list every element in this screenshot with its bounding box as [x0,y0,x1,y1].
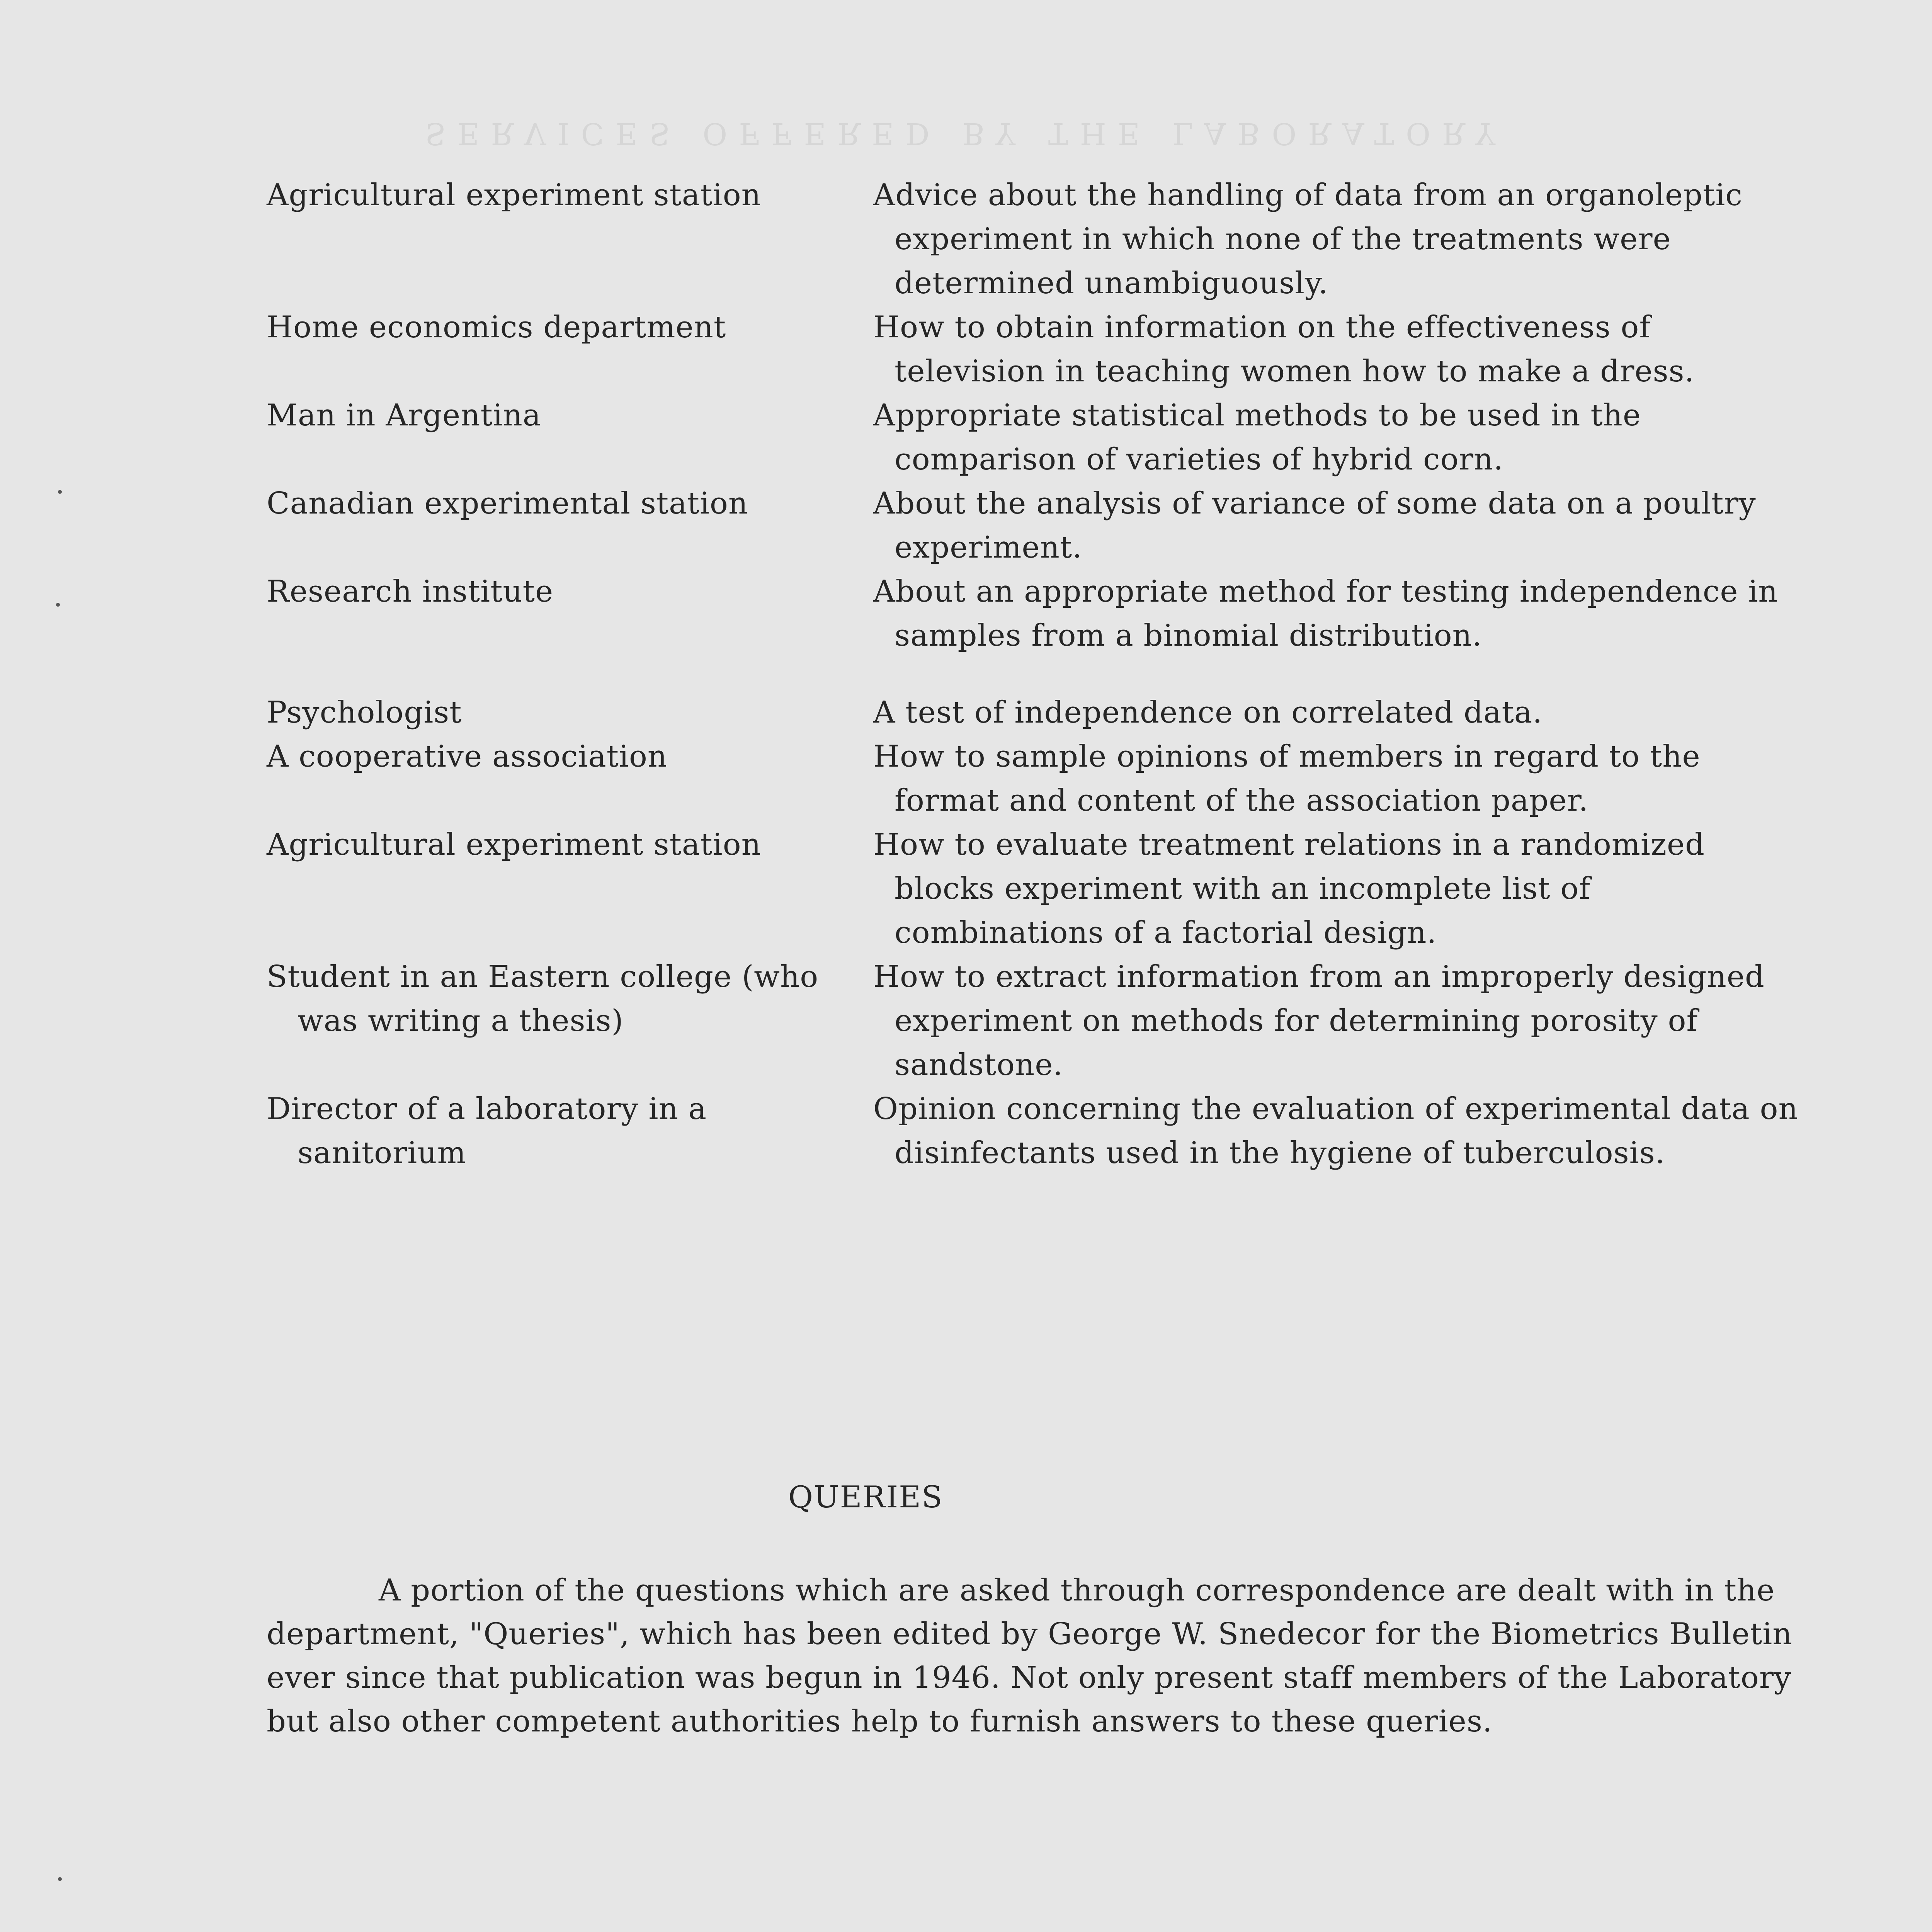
scan-speck [58,1877,62,1881]
request-description: Opinion concerning the evaluation of experimental data on disinfectants used in the hygiene of tuberculosis. [873,1092,1798,1170]
requester: Psychologist [267,695,462,730]
requester: Agricultural experiment station [267,827,761,862]
request-description: A test of independence on correlated data. [873,695,1543,730]
bleed-through-heading: SERVICES OFFERED BY THE LABORATORY [425,116,1507,151]
requester: Home economics department [267,310,726,345]
scan-speck [58,490,62,494]
consultation-entry [267,570,1801,658]
request-description: Appropriate statistical methods to be used in the comparison of varieties of hybrid corn. [873,398,1641,477]
requester: Director of a laboratory in a sanitorium [267,1092,707,1170]
consultation-entry [267,735,1801,823]
scan-speck [56,603,60,607]
consultation-entry [267,481,1801,570]
consultation-list [267,173,1801,1175]
queries-paragraph: A portion of the questions which are asked through correspondence are dealt with in the department, "Queries", which has been edited by George W. Snedecor for the Biometrics Bulletin ever since that publication was begun in 1946. Not only present staff members of the Laboratory but also other competent authorities help to furnish answers to these queries. [267,1573,1793,1739]
requester: Canadian experimental station [267,486,748,521]
request-description: How to evaluate treatment relations in a randomized blocks experiment with an incomplete list of combinations of a factorial design. [873,827,1705,950]
requester: Man in Argentina [267,398,541,433]
request-description: How to sample opinions of members in regard to the format and content of the association paper. [873,739,1701,818]
consultation-entry [267,690,1801,735]
queries-heading: QUERIES [788,1480,943,1515]
requester: Agricultural experiment station [267,178,761,213]
requester: A cooperative association [267,739,668,774]
requester: Student in an Eastern college (who was writing a thesis) [267,959,819,1038]
consultation-entry [267,823,1801,955]
requester: Research institute [267,574,554,609]
consultation-entry [267,173,1801,305]
consultation-entry [267,305,1801,393]
request-description: How to extract information from an improperly designed experiment on methods for determining porosity of sandstone. [873,959,1765,1082]
request-description: About the analysis of variance of some data on a poultry experiment. [873,486,1756,565]
consultation-entry [267,1087,1801,1175]
request-description: Advice about the handling of data from an organoleptic experiment in which none of the treatments were determined unambiguously. [873,178,1743,301]
consultation-entry [267,955,1801,1087]
request-description: How to obtain information on the effectiveness of television in teaching women how to make a dress. [873,310,1695,389]
consultation-entry [267,393,1801,481]
request-description: About an appropriate method for testing independence in samples from a binomial distribution. [873,574,1778,653]
